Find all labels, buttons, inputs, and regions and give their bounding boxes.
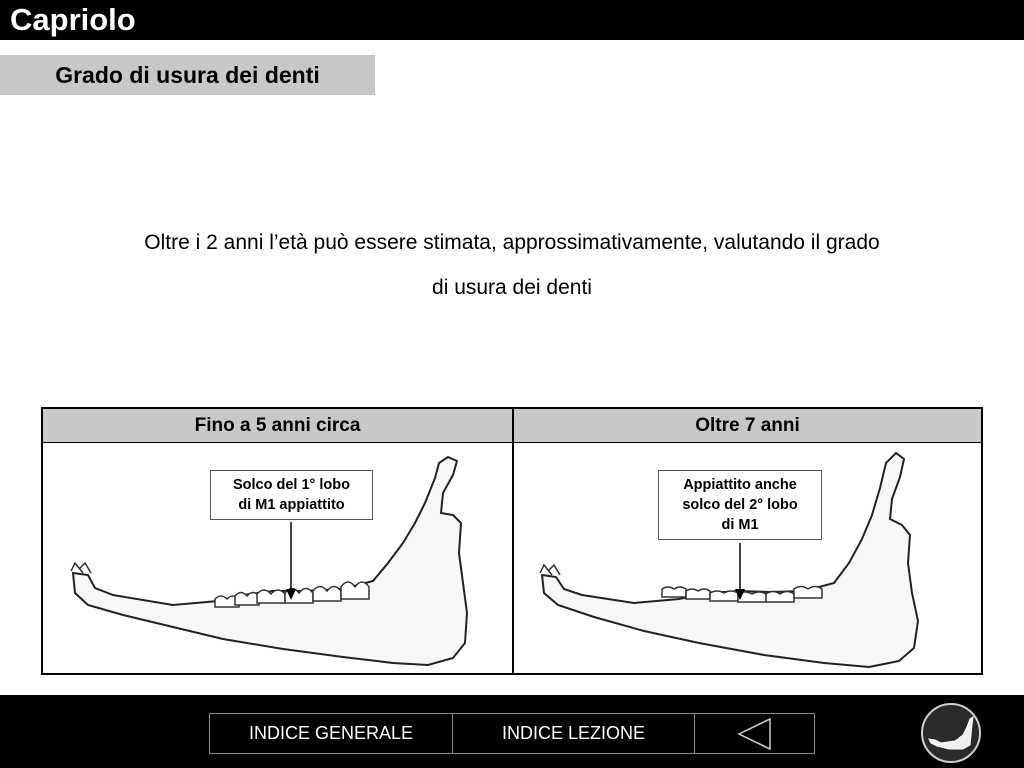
back-button[interactable] — [694, 714, 814, 753]
footer-nav — [209, 713, 815, 754]
column-body-right — [514, 443, 981, 673]
comparison-column-left — [43, 409, 512, 673]
intro-line-2: di usura dei denti — [432, 276, 592, 299]
callout-right-line-3: di M1 — [721, 517, 759, 533]
section-title: Grado di usura dei denti — [0, 55, 375, 95]
callout-right — [658, 470, 822, 540]
intro-line-1: Oltre i 2 anni l’età può essere stimata, approssimativamente, valutando il grado — [144, 231, 880, 254]
callout-left-line-2: di M1 appiattito — [238, 497, 345, 513]
app-title: Capriolo — [10, 2, 136, 37]
index-lesson-button[interactable]: INDICE LEZIONE — [452, 714, 694, 753]
column-body-left — [43, 443, 512, 673]
column-heading-right: Oltre 7 anni — [514, 409, 981, 443]
top-bar — [0, 0, 1024, 40]
triangle-left-icon — [735, 717, 775, 751]
jaw-logo-graphic — [923, 705, 979, 761]
callout-right-line-2: solco del 2° lobo — [682, 497, 798, 513]
comparison-column-right — [512, 409, 981, 673]
intro-text — [40, 220, 984, 310]
callout-right-line-1: Appiattito anche — [683, 477, 797, 493]
callout-left — [210, 470, 373, 520]
jaw-logo-icon[interactable] — [921, 703, 981, 763]
callout-left-line-1: Solco del 1° lobo — [233, 477, 350, 493]
index-general-button[interactable]: INDICE GENERALE — [248, 723, 414, 743]
comparison-table — [41, 407, 983, 675]
column-heading-left: Fino a 5 anni circa — [43, 409, 512, 443]
